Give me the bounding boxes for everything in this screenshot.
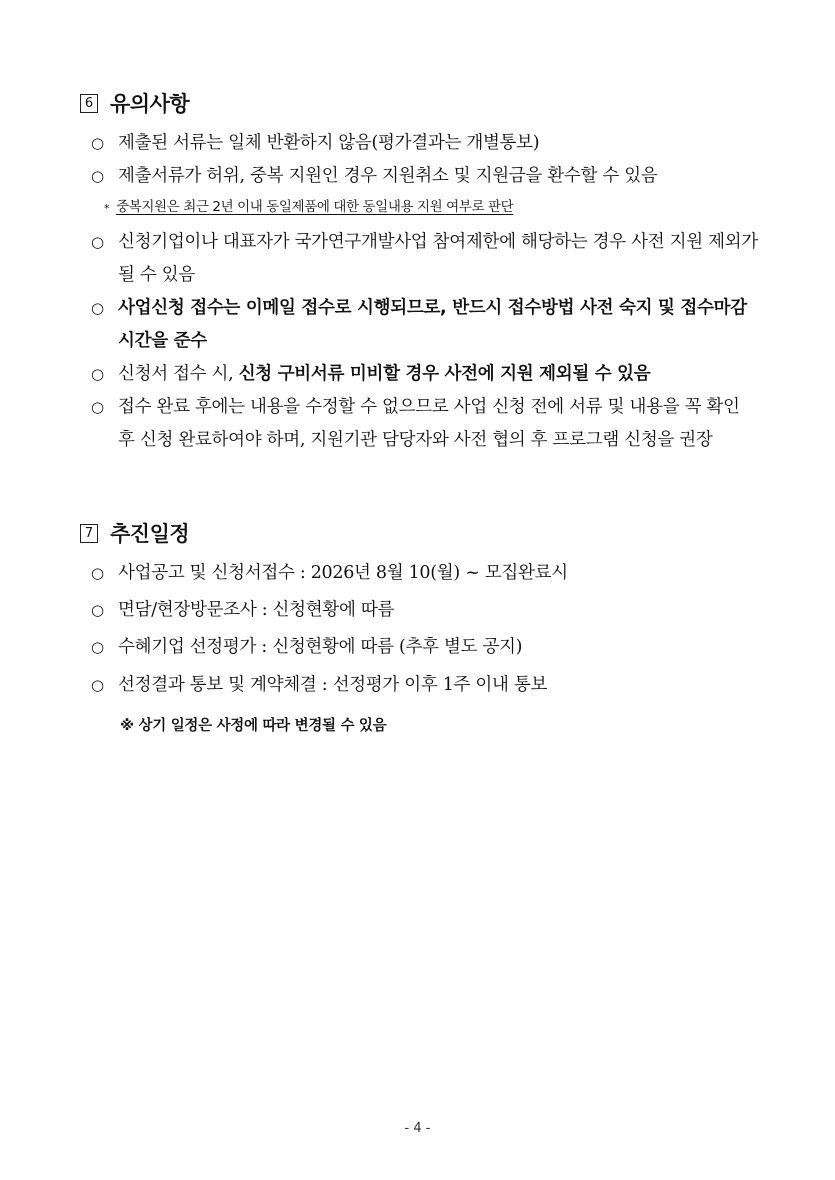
schedule-item bbox=[91, 557, 761, 590]
asterisk-icon: * bbox=[104, 202, 110, 215]
list-item bbox=[91, 160, 761, 193]
list-item-text: 사업신청 접수는 이메일 접수로 시행되므로, 반드시 접수방법 사전 숙지 및 접수마감 시간을 준수 bbox=[118, 298, 747, 351]
list-item bbox=[91, 391, 761, 457]
schedule-item-text: 사업공고 및 신청서접수 : 2026년 8월 10(월) ~ 모집완료시 bbox=[118, 563, 568, 583]
bullet-circle-icon: ○ bbox=[91, 601, 104, 619]
schedule-item-text: 수혜기업 선정평가 : 신청현황에 따름 (추후 별도 공지) bbox=[118, 637, 523, 657]
bullet-circle-icon: ○ bbox=[91, 398, 104, 416]
list-item bbox=[91, 358, 761, 391]
bullet-circle-icon: ○ bbox=[91, 676, 104, 694]
footnote-text: 중복지원은 최근 2년 이내 동일제품에 대한 동일내용 지원 여부로 판단 bbox=[116, 199, 514, 215]
list-item-text: 신청기업이나 대표자가 국가연구개발사업 참여제한에 해당하는 경우 사전 지원 제외가 될 수 있음 bbox=[118, 232, 758, 285]
section-title: 유의사항 bbox=[110, 92, 190, 116]
page-number: - 4 - bbox=[404, 1121, 431, 1136]
section-number-box: 7 bbox=[80, 524, 98, 543]
schedule-item bbox=[91, 594, 761, 627]
bullet-circle-icon: ○ bbox=[91, 365, 104, 383]
schedule-item-text: 면담/현장방문조사 : 신청현황에 따름 bbox=[118, 600, 395, 620]
schedule-remark: ※ 상기 일정은 사정에 따라 변경될 수 있음 bbox=[120, 718, 387, 734]
section-heading-6 bbox=[80, 88, 189, 118]
list-item bbox=[91, 127, 761, 160]
list-item bbox=[91, 226, 761, 292]
schedule-item bbox=[91, 631, 761, 664]
list-item-text: 접수 완료 후에는 내용을 수정할 수 없으므로 사업 신청 전에 서류 및 내용을 꼭 확인 후 신청 완료하여야 하며, 지원기관 담당자와 사전 협의 후 프로그램 신청을 권장 bbox=[118, 397, 740, 450]
section-heading-7 bbox=[80, 518, 189, 548]
list-item-text: 제출서류가 허위, 중복 지원인 경우 지원취소 및 지원금을 환수할 수 있음 bbox=[118, 166, 658, 186]
bullet-circle-icon: ○ bbox=[91, 638, 104, 656]
bullet-circle-icon: ○ bbox=[91, 299, 104, 317]
bullet-circle-icon: ○ bbox=[91, 564, 104, 582]
bullet-circle-icon: ○ bbox=[91, 134, 104, 152]
list-item-text: 제출된 서류는 일체 반환하지 않음(평가결과는 개별통보) bbox=[118, 133, 540, 153]
footnote bbox=[104, 197, 513, 218]
bullet-circle-icon: ○ bbox=[91, 233, 104, 251]
list-item-bold bbox=[91, 292, 761, 358]
bullet-circle-icon: ○ bbox=[91, 167, 104, 185]
schedule-item bbox=[91, 669, 761, 702]
section-number-box: 6 bbox=[80, 94, 98, 113]
section-title: 추진일정 bbox=[110, 522, 190, 546]
list-item-text: 신청서 접수 시, bbox=[118, 364, 239, 384]
list-item-bold-text: 신청 구비서류 미비할 경우 사전에 지원 제외될 수 있음 bbox=[238, 364, 651, 384]
schedule-item-text: 선정결과 통보 및 계약체결 : 선정평가 이후 1주 이내 통보 bbox=[118, 675, 548, 695]
